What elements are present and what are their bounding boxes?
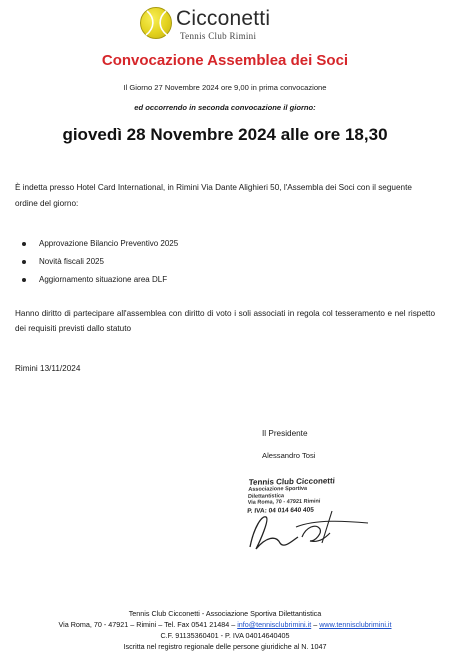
- footer-email-link[interactable]: info@tennisclubrimini.it: [237, 620, 312, 629]
- agenda-item-text: Aggiornamento situazione area DLF: [39, 275, 168, 284]
- tennis-ball-logo-icon: [140, 7, 172, 39]
- footer-registry: Iscritta nel registro regionale delle persone giuridiche al N. 1047: [123, 642, 327, 651]
- first-call-text: Il Giorno 27 Novembre 2024 ore 9,00 in prima convocazione: [123, 83, 327, 92]
- agenda-item: [22, 272, 178, 290]
- second-call-text: ed occorrendo in seconda convocazione il giorno:: [134, 103, 316, 112]
- agenda-item: [22, 236, 178, 254]
- stamp-line-association: Associazione Sportiva Dilettantistica: [247, 485, 308, 500]
- voting-rights-paragraph: Hanno diritto di partecipare all'assemblea con diritto di voto i soli associati in regola col tesseramento e nel rispetto dei requisiti previsti dallo statuto: [15, 309, 435, 333]
- footer-org: Tennis Club Cicconetti - Associazione Sportiva Dilettantistica: [128, 609, 322, 618]
- footer-contacts: [0, 620, 450, 629]
- agenda-item-text: Novità fiscali 2025: [39, 257, 104, 266]
- bullet-icon: [22, 260, 26, 264]
- footer-website-link[interactable]: www.tennisclubrimini.it: [319, 620, 392, 629]
- logo-subtitle: Tennis Club Rimini: [180, 31, 257, 41]
- meeting-date-heading: giovedì 28 Novembre 2024 alle ore 18,30: [62, 125, 388, 144]
- bullet-icon: [22, 278, 26, 282]
- footer-tax-ids: C.F. 91135360401 - P. IVA 04014640405: [160, 631, 290, 640]
- agenda-item-text: Approvazione Bilancio Preventivo 2025: [39, 239, 179, 248]
- signatory-name: Alessandro Tosi: [262, 451, 316, 460]
- footer-separator: –: [313, 620, 318, 629]
- stamp-line-address: Via Roma, 70 - 47921 Rimini: [247, 498, 321, 506]
- bullet-icon: [22, 242, 26, 246]
- agenda-list: [22, 236, 178, 290]
- agenda-item: [22, 254, 178, 272]
- logo-name: Cicconetti: [176, 7, 271, 30]
- footer-address: Via Roma, 70 - 47921 – Rimini – Tel. Fax 0541 21484 –: [58, 620, 236, 629]
- stamp-line-club: Tennis Club Cicconetti: [248, 476, 336, 487]
- document-title: Convocazione Assemblea dei Soci: [101, 52, 349, 69]
- stamp-line-vat: P. IVA: 04 014 640 405: [247, 506, 315, 515]
- signature-icon: [236, 497, 376, 562]
- signatory-role: Il Presidente: [262, 429, 308, 438]
- place-date: Rimini 13/11/2024: [15, 364, 81, 373]
- intro-paragraph: È indetta presso Hotel Card International, in Rimini Via Dante Alighieri 50, l'Assembla dei Soci con il seguente ordine del giorno:: [15, 183, 412, 208]
